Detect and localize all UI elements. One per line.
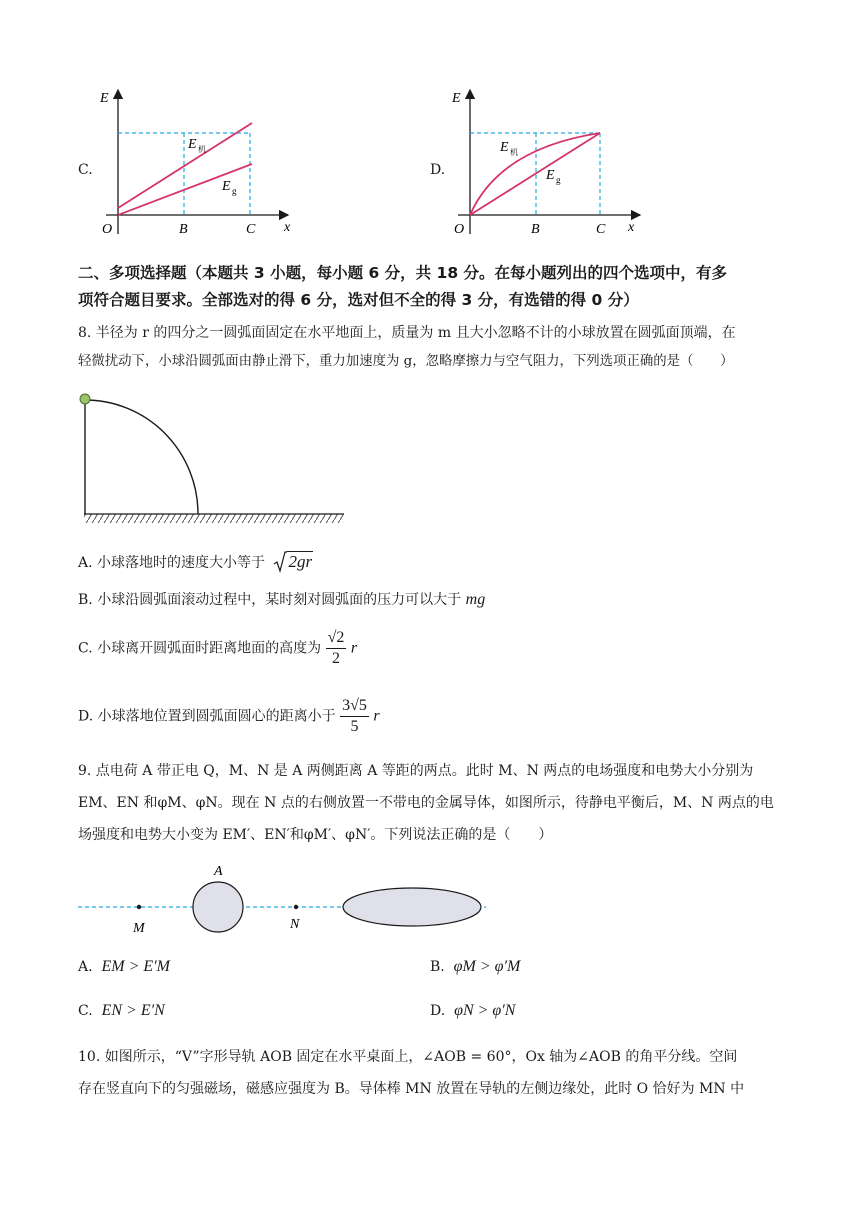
q9-option-c: C. EN > E′N [78, 1002, 165, 1019]
section-heading-line1: 二、多项选择题（本题共 3 小题，每小题 6 分，共 18 分。在每小题列出的四个选项中，有多 [78, 264, 728, 282]
curve-e-mech-label: E [500, 140, 509, 155]
ball [80, 394, 90, 404]
q9-charge-figure [78, 858, 490, 942]
q8-option-d: D. 小球落地位置到圆弧面圆心的距离小于 $\frac{3√5}{5}$ r [78, 697, 380, 735]
curve-e-g-sub: g [556, 175, 561, 185]
ground-hatch [84, 514, 344, 523]
origin-label: O [454, 222, 465, 237]
curve-e-mech-sub: 机 [198, 145, 206, 154]
label-m: M [133, 921, 145, 936]
q8-stem-line2: 轻微扰动下，小球沿圆弧面由静止滑下，重力加速度为 g，忽略摩擦力与空气阻力，下列选项正确的是（ ） [78, 354, 734, 369]
curve-e-g [470, 133, 600, 215]
metal-conductor [343, 888, 481, 926]
q9-option-a: A. EM > E′M [78, 958, 170, 975]
q9-option-b: B. φM > φ′M [430, 958, 521, 975]
curve-e-mech-sub: 机 [510, 148, 518, 157]
tick-c-label: C [596, 222, 606, 237]
label-a: A [214, 864, 223, 879]
q10-stem-line1: 10. 如图所示，“V”字形导轨 AOB 固定在水平桌面上，∠AOB = 60°，Ox 轴为∠AOB 的角平分线。空间 [78, 1049, 738, 1065]
tick-b-label: B [531, 222, 540, 237]
x-axis-label: x [628, 220, 635, 235]
label-n: N [290, 917, 300, 932]
charge-a [193, 882, 243, 932]
q8-stem-line1: 8. 半径为 r 的四分之一圆弧面固定在水平地面上，质量为 m 且大小忽略不计的小球放置在圆弧面顶端，在 [78, 325, 736, 341]
origin-label: O [102, 222, 113, 237]
q9-option-d: D. φN > φ′N [430, 1002, 516, 1019]
tick-c-label: C [246, 222, 256, 237]
option-d-label: D. [430, 162, 446, 178]
q9-stem-line2: EM、EN 和φM、φN。现在 N 点的右侧放置一不带电的金属导体，如图所示，待静电平衡后，M、N 两点的电 [78, 795, 774, 811]
sqrt-sign [273, 551, 287, 573]
y-axis-label: E [452, 91, 461, 106]
graph-d [448, 84, 648, 240]
section-heading-line2: 项符合题目要求。全部选对的得 6 分，选对但不全的得 3 分，有选错的得 0 分） [78, 291, 639, 309]
curve-e-g-label: E [222, 179, 231, 194]
tick-b-label: B [179, 222, 188, 237]
y-axis-label: E [100, 91, 109, 106]
q8-option-b: B. 小球沿圆弧面滚动过程中，某时刻对圆弧面的压力可以大于 mg [78, 591, 486, 608]
curve-e-g-label: E [546, 168, 555, 183]
point-n [294, 905, 298, 909]
quarter-arc [85, 400, 198, 514]
curve-e-mech-label: E [188, 137, 197, 152]
q8-option-a: A. 小球落地时的速度大小等于 2gr [78, 552, 313, 571]
curve-e-g-sub: g [232, 186, 237, 196]
q9-stem-line3: 场强度和电势大小变为 EM′、EN′和φM′、φN′。下列说法正确的是（ ） [78, 827, 553, 843]
q8-arc-figure [76, 390, 348, 526]
q10-stem-line2: 存在竖直向下的匀强磁场，磁感应强度为 B。导体棒 MN 放置在导轨的左侧边缘处，此时 O 恰好为 MN 中 [78, 1081, 745, 1097]
q9-stem-line1: 9. 点电荷 A 带正电 Q，M、N 是 A 两侧距离 A 等距的两点。此时 M、N 两点的电场强度和电势大小分别为 [78, 763, 754, 779]
point-m [137, 905, 141, 909]
graph-c [96, 84, 296, 240]
q8-option-c: C. 小球离开圆弧面时距离地面的高度为 $\frac{√2}{2}$ r [78, 629, 358, 667]
option-c-label: C. [78, 162, 93, 178]
x-axis-label: x [284, 220, 291, 235]
